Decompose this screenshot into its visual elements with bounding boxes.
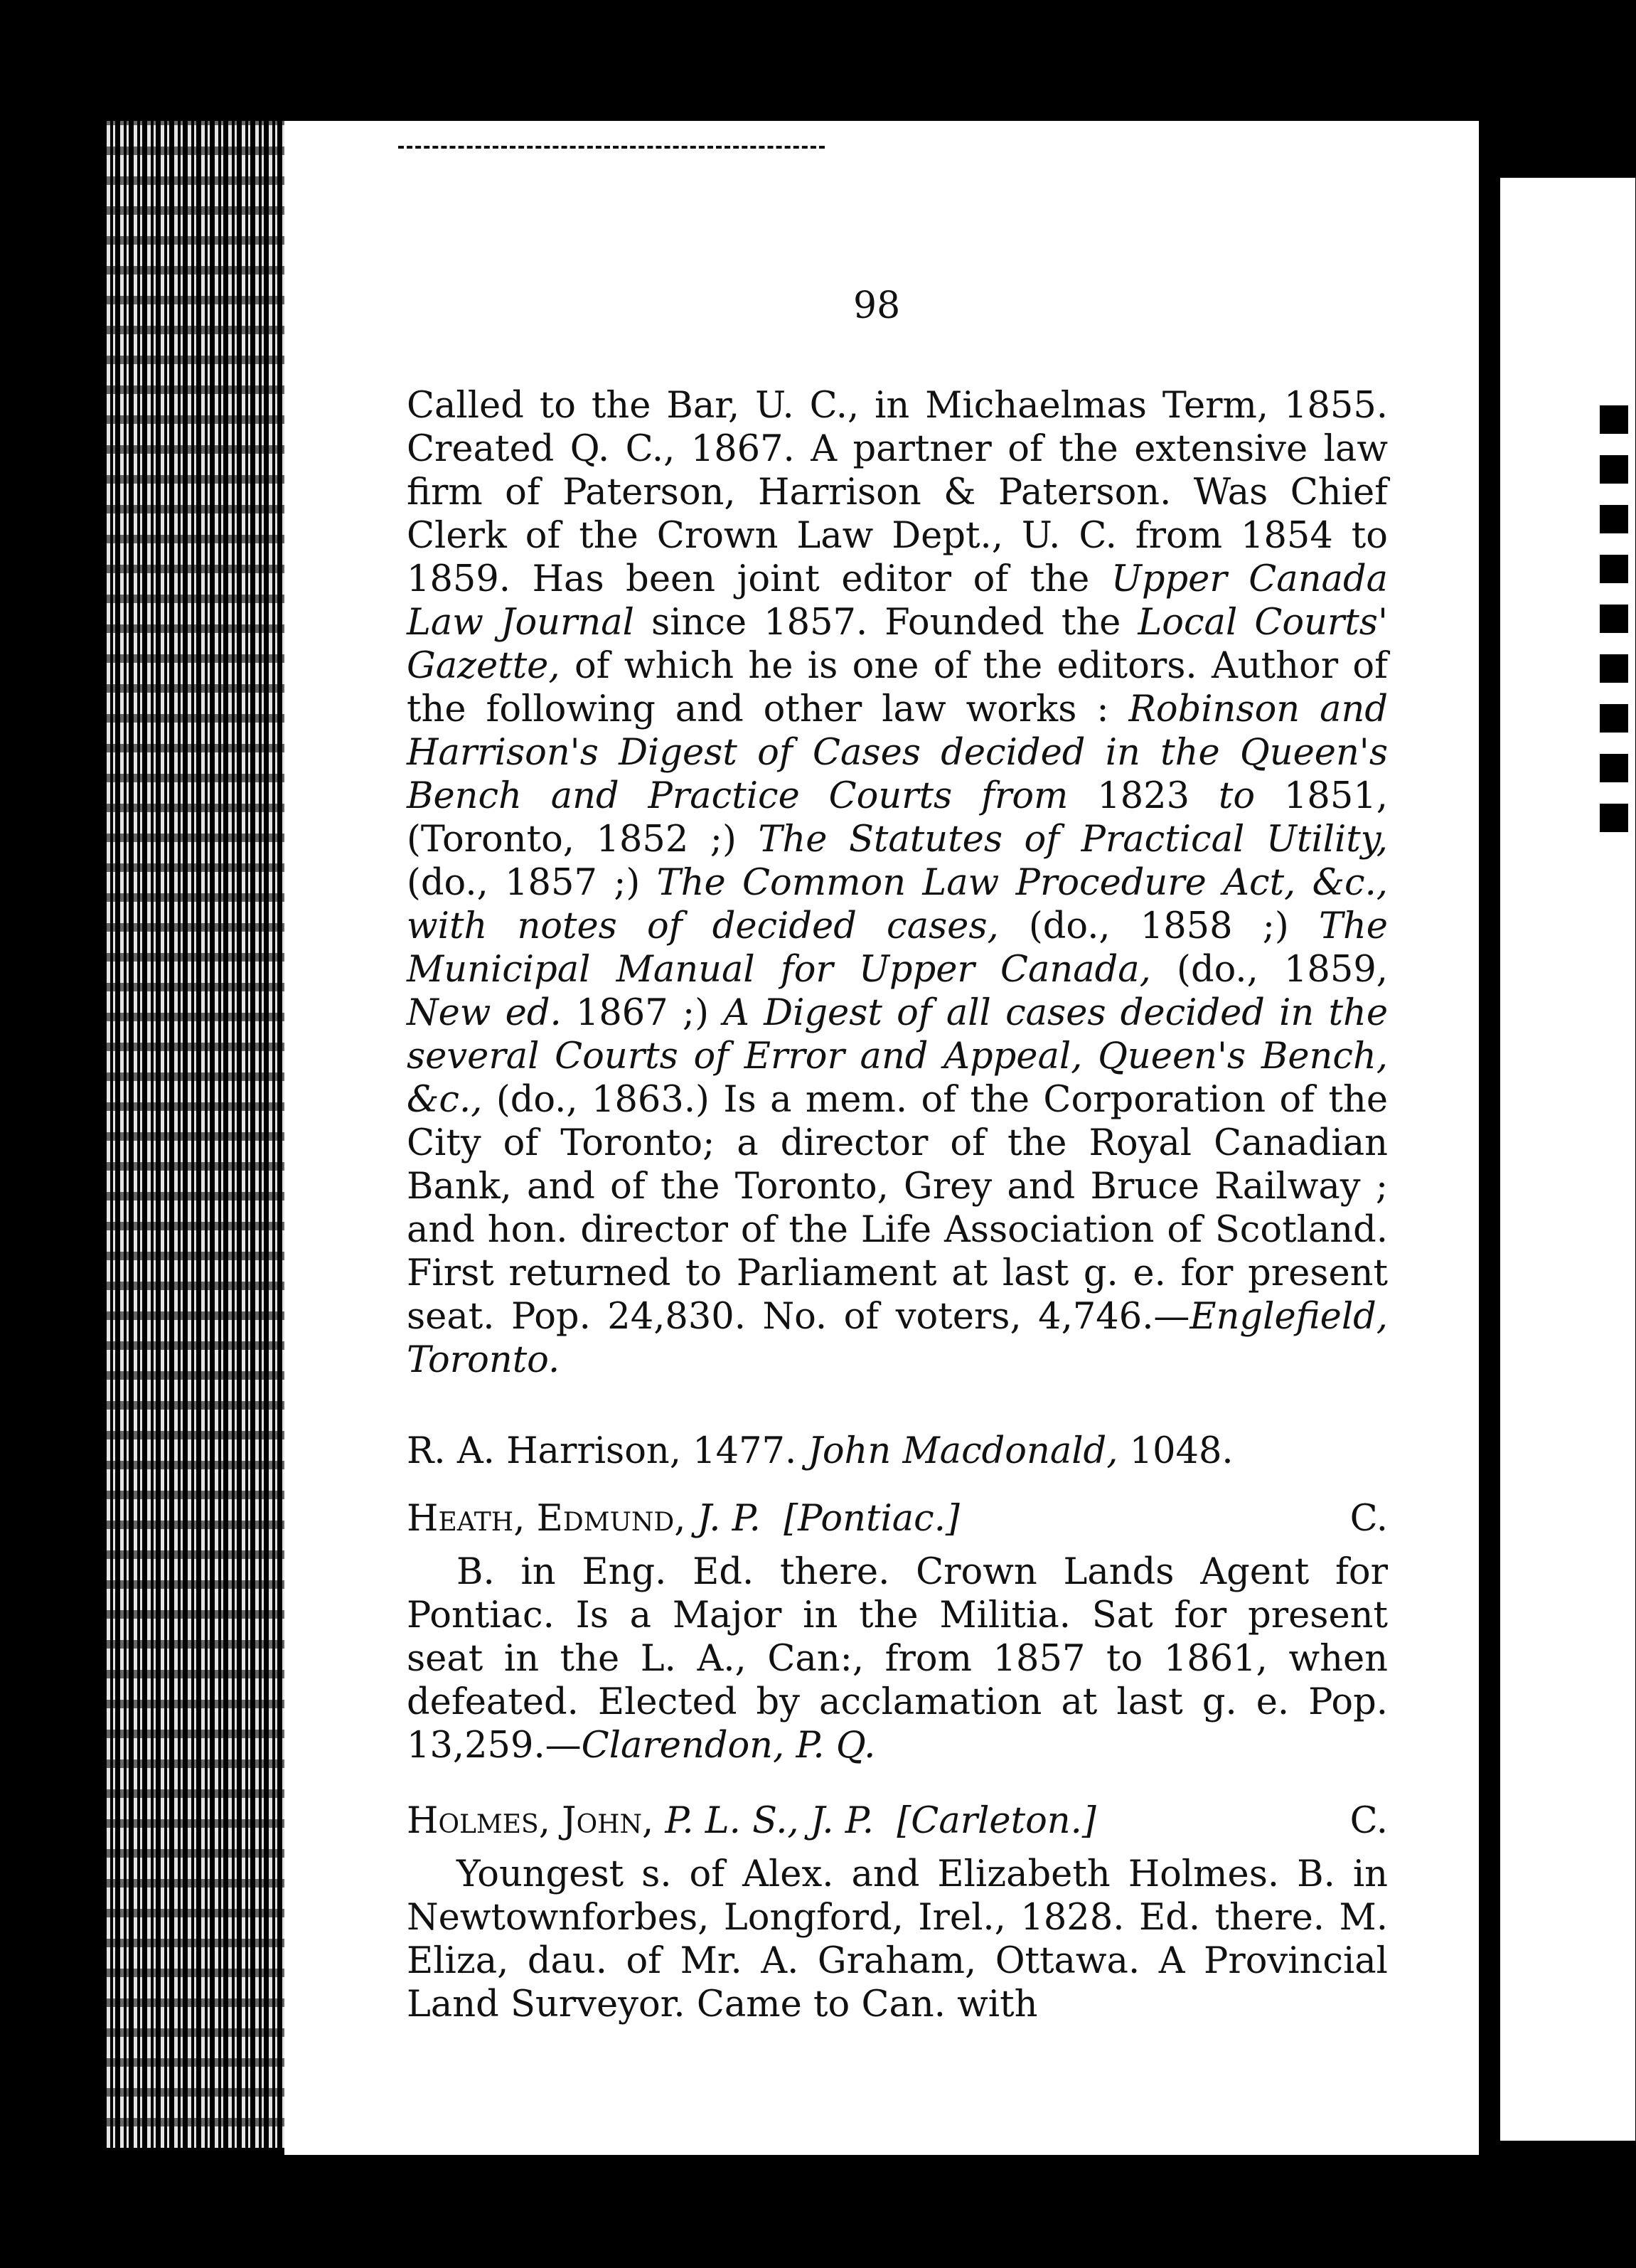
text-segment: B. in Eng. Ed. there. Crown Lands Agent for Pontiac. Is a Major in the Militia. Sat for present seat in the L. A., Can:, from 1857 to 1861, when defeated. Elected by acclamation at last g. e. Pop. 13,259.—: [407, 1551, 1388, 1767]
address: Englefield, Toronto.: [407, 1296, 1388, 1381]
entry-titles: J. P.: [697, 1498, 761, 1540]
text-segment: (do., 1859,: [1150, 949, 1388, 991]
entry-heading: [407, 1497, 1388, 1540]
text-segment: 1048.: [1118, 1430, 1234, 1472]
continuation-paragraph: [407, 384, 1388, 1382]
text-segment: 1823: [1068, 775, 1219, 817]
text-segment: since 1857. Founded the: [633, 602, 1138, 644]
book-title: to: [1218, 775, 1256, 817]
text-segment: of which he is one of the editors. Author of the following and other law works :: [407, 645, 1388, 730]
entry-name: Holmes, John,: [407, 1800, 654, 1842]
page-number: 98: [853, 284, 901, 327]
facing-page-text-fragment: [1600, 405, 1628, 832]
text-segment: R. A. Harrison, 1477.: [407, 1430, 808, 1472]
text-segment: 1867 ;): [561, 992, 724, 1034]
election-result: [407, 1430, 1388, 1473]
address: Clarendon, P. Q.: [581, 1725, 876, 1767]
entry-riding: [Carleton.]: [897, 1800, 1096, 1842]
entry-body: [407, 1853, 1388, 2026]
text-segment: 1851, (Toronto, 1852 ;): [407, 775, 1388, 861]
text-segment: Called to the Bar, U. C., in Michaelmas Term, 1855. Created Q. C., 1867. A partner of the extensive law firm of Paterson, Harrison & Paterson. Was Chief Clerk of the Crown Law Dept., U. C. from 1854 to 1859. Has been joint editor of the: [407, 385, 1388, 600]
book-title: Local Courts' Gazette,: [407, 602, 1388, 687]
entry-name: Heath, Edmund,: [407, 1498, 686, 1540]
entry-party: C.: [1349, 1800, 1388, 1842]
facing-page-sliver: [1500, 178, 1635, 2141]
entry-titles: P. L. S., J. P.: [665, 1800, 874, 1842]
text-segment: (do., 1857 ;): [407, 862, 657, 904]
book-title: The Statutes of Practical Utility,: [758, 819, 1388, 861]
top-rule: [398, 146, 825, 149]
book-title: The Common Law Procedure Act, &c., with notes of decided cases,: [407, 862, 1388, 947]
entry-heading: [407, 1799, 1388, 1843]
entry-party: C.: [1349, 1498, 1388, 1540]
book-title: Robinson and Harrison's Digest of Cases decided in the Queen's Bench and Practice Courts from: [407, 688, 1388, 817]
book-title: The Municipal Manual for Upper Canada,: [407, 905, 1388, 991]
text-segment: Youngest s. of Alex. and Elizabeth Holmes. B. in Newtownforbes, Longford, Irel., 1828. Ed. there. M. Eliza, dau. of Mr. A. Graham, Ottawa. A Provincial Land Surveyor. Came to Can. with: [407, 1853, 1388, 2025]
entry-body: [407, 1550, 1388, 1767]
text-segment: (do., 1858 ;): [998, 905, 1319, 947]
book-page-edges: [107, 121, 299, 2148]
text-segment: (do., 1863.) Is a mem. of the Corporation of the City of Toronto; a director of the Royal Canadian Bank, and of the Toronto, Grey and Bruce Railway ; and hon. director of the Life Association of Scotland. First returned to Parliament at last g. e. for present seat. Pop. 24,830. No. of voters, 4,746.—: [407, 1079, 1388, 1338]
book-title: New ed.: [407, 992, 562, 1034]
book-title: Upper Canada Law Journal: [407, 558, 1388, 644]
entry-riding: [Pontiac.]: [784, 1498, 960, 1540]
book-title: A Digest of all cases decided in the several Courts of Error and Appeal, Queen's Bench, &c.,: [407, 992, 1388, 1121]
opponent-name: John Macdonald,: [808, 1430, 1118, 1472]
